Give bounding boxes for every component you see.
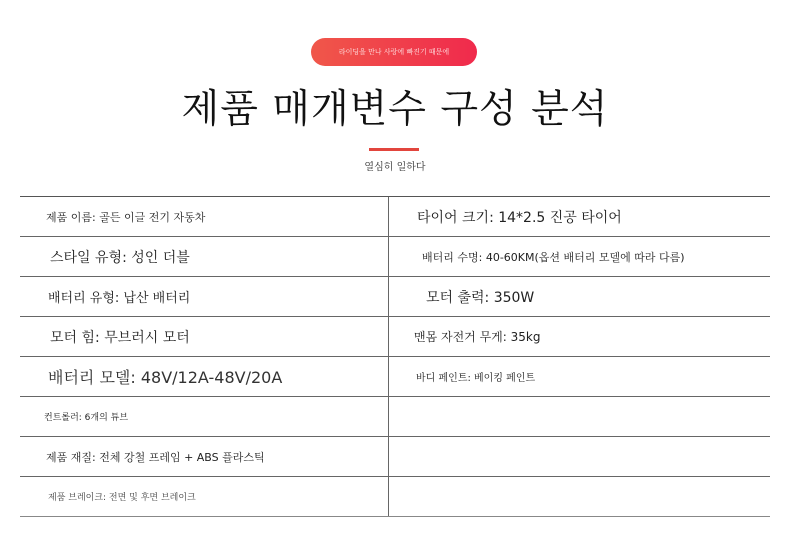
spec-cell-right: 맨몸 자전거 무게: 35kg [388,317,770,356]
spec-row [20,237,770,277]
spec-cell-left: 배터리 유형: 납산 배터리 [48,291,191,306]
spec-row [20,397,770,437]
spec-table [20,196,770,517]
spec-cell-left: 모터 힘: 무브러시 모터 [50,329,190,346]
spec-row [20,357,770,397]
spec-cell-right [388,477,770,516]
spec-cell-left: 제품 재질: 전체 강철 프레임 + ABS 플라스틱 [46,450,265,464]
spec-cell-right: 타이어 크기: 14*2.5 진공 타이어 [388,197,770,236]
spec-row [20,437,770,477]
spec-cell-left: 스타일 유형: 성인 더블 [50,249,190,266]
spec-cell-left: 배터리 모델: 48V/12A-48V/20A [48,368,283,387]
spec-row [20,277,770,317]
spec-cell-left: 제품 브레이크: 전면 및 후면 브레이크 [48,493,196,503]
spec-cell-right: 바디 페인트: 베이킹 페인트 [388,357,770,396]
promo-badge-text: 라이딩을 만나 사랑에 빠진기 때문에 [338,48,450,56]
title-accent-bar [369,148,419,151]
page-title: 제품 매개변수 구성 분석 [181,87,609,132]
spec-cell-right [388,437,770,476]
spec-cell-right: 배터리 수명: 40-60KM(옵션 배터리 모델에 따라 다름) [388,237,770,276]
promo-badge [311,38,477,66]
spec-cell-left: 제품 이름: 골든 이글 전기 자동차 [46,210,206,224]
spec-cell-right: 모터 출력: 350W [388,277,770,316]
spec-row [20,197,770,237]
spec-row [20,477,770,517]
page-subtitle: 열심히 일하다 [364,162,426,173]
spec-row [20,317,770,357]
spec-cell-right [388,397,770,436]
spec-cell-left: 컨트롤러: 6개의 튜브 [44,413,129,423]
